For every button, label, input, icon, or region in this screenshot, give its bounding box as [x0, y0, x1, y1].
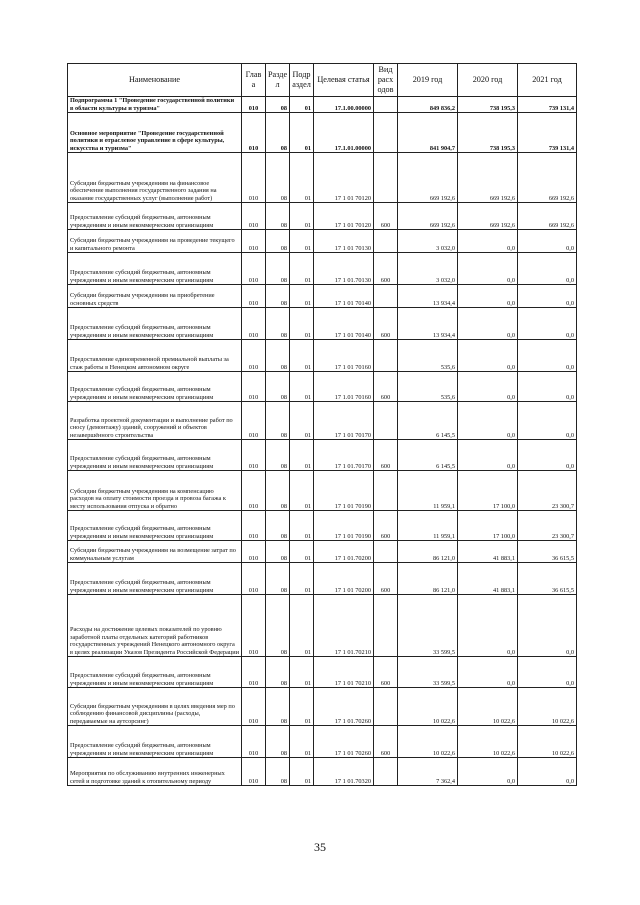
table-row: [68, 285, 577, 308]
table-row: [68, 402, 577, 440]
cell-vid: [374, 541, 398, 563]
cell-name: Предоставление субсидий бюджетным, автономным учреждениям и иным некоммерческим организациям: [68, 563, 242, 595]
cell-podrazdel: 01: [290, 203, 314, 230]
cell-glav: 010: [242, 402, 266, 440]
cell-podrazdel: 01: [290, 758, 314, 786]
table-row: [68, 308, 577, 340]
cell-razdel: 08: [266, 253, 290, 285]
cell-razdel: 08: [266, 726, 290, 758]
cell-statya: 17 1 01 70190: [314, 511, 374, 541]
cell-2020: 0,0: [458, 372, 518, 402]
cell-podrazdel: 01: [290, 471, 314, 511]
cell-2019: 669 192,6: [398, 203, 458, 230]
header-razdel: Разде л: [266, 64, 290, 97]
cell-2019: 11 959,1: [398, 511, 458, 541]
cell-statya: 17 1 01 70120: [314, 153, 374, 203]
cell-statya: 17 1 01 70120: [314, 203, 374, 230]
cell-razdel: 08: [266, 97, 290, 113]
cell-2019: 535,6: [398, 372, 458, 402]
cell-podrazdel: 01: [290, 402, 314, 440]
table-row: [68, 340, 577, 372]
table-row: [68, 511, 577, 541]
cell-name: Подпрограмма 1 "Проведение государственной политики в области культуры и туризма": [68, 97, 242, 113]
cell-podrazdel: 01: [290, 595, 314, 657]
cell-podrazdel: 01: [290, 657, 314, 688]
table-row: [68, 372, 577, 402]
cell-razdel: 08: [266, 758, 290, 786]
table-row: [68, 563, 577, 595]
cell-2019: 86 121,0: [398, 563, 458, 595]
cell-name: Предоставление субсидий бюджетным, автономным учреждениям и иным некоммерческим организациям: [68, 511, 242, 541]
cell-name: Субсидии бюджетным учреждениям на приобретение основных средств: [68, 285, 242, 308]
cell-2021: 36 615,5: [518, 563, 577, 595]
cell-2020: 41 883,1: [458, 563, 518, 595]
cell-vid: 600: [374, 657, 398, 688]
cell-2020: 0,0: [458, 758, 518, 786]
cell-2021: 0,0: [518, 402, 577, 440]
cell-glav: 010: [242, 203, 266, 230]
header-2021: 2021 год: [518, 64, 577, 97]
cell-2020: 0,0: [458, 440, 518, 471]
cell-razdel: 08: [266, 113, 290, 153]
cell-2019: 3 032,0: [398, 230, 458, 253]
cell-name: Субсидии бюджетным учреждениям на возмещение затрат по коммунальным услугам: [68, 541, 242, 563]
cell-statya: 17 1 01.70260: [314, 688, 374, 726]
table-row: [68, 471, 577, 511]
table-body: [68, 97, 577, 786]
cell-glav: 010: [242, 541, 266, 563]
cell-vid: 600: [374, 203, 398, 230]
cell-razdel: 08: [266, 440, 290, 471]
cell-vid: 600: [374, 563, 398, 595]
table-row: [68, 688, 577, 726]
cell-name: Предоставление субсидий бюджетным, автономным учреждениям и иным некоммерческим организациям: [68, 440, 242, 471]
cell-2021: 0,0: [518, 595, 577, 657]
cell-2021: 669 192,6: [518, 153, 577, 203]
cell-glav: 010: [242, 726, 266, 758]
cell-glav: 010: [242, 285, 266, 308]
cell-vid: [374, 471, 398, 511]
cell-2019: 10 022,6: [398, 688, 458, 726]
cell-glav: 010: [242, 595, 266, 657]
cell-glav: 010: [242, 253, 266, 285]
cell-2021: 0,0: [518, 758, 577, 786]
cell-razdel: 08: [266, 657, 290, 688]
header-name: Наименование: [68, 64, 242, 97]
cell-2020: 0,0: [458, 253, 518, 285]
cell-vid: [374, 402, 398, 440]
cell-2021: 0,0: [518, 440, 577, 471]
cell-vid: [374, 340, 398, 372]
cell-glav: 010: [242, 758, 266, 786]
cell-2021: 10 022,6: [518, 688, 577, 726]
cell-glav: 010: [242, 471, 266, 511]
cell-glav: 010: [242, 230, 266, 253]
cell-glav: 010: [242, 688, 266, 726]
cell-name: Субсидии бюджетным учреждениям на проведение текущего и капитального ремонта: [68, 230, 242, 253]
table-row: [68, 253, 577, 285]
page-number: 35: [314, 840, 326, 854]
cell-razdel: 08: [266, 230, 290, 253]
cell-2021: 739 131,4: [518, 97, 577, 113]
cell-2020: 0,0: [458, 595, 518, 657]
cell-podrazdel: 01: [290, 563, 314, 595]
cell-podrazdel: 01: [290, 372, 314, 402]
cell-glav: 010: [242, 340, 266, 372]
cell-2020: 738 195,3: [458, 97, 518, 113]
cell-vid: 600: [374, 308, 398, 340]
cell-glav: 010: [242, 97, 266, 113]
cell-2021: 669 192,6: [518, 203, 577, 230]
cell-statya: 17 1 01.70130: [314, 253, 374, 285]
cell-podrazdel: 01: [290, 541, 314, 563]
table-header-row: [68, 64, 577, 97]
cell-vid: 600: [374, 511, 398, 541]
cell-statya: 17 1 01 70160: [314, 340, 374, 372]
cell-statya: 17 1 01.70320: [314, 758, 374, 786]
cell-glav: 010: [242, 563, 266, 595]
cell-2020: 0,0: [458, 285, 518, 308]
cell-podrazdel: 01: [290, 511, 314, 541]
cell-vid: [374, 595, 398, 657]
cell-2020: 17 100,0: [458, 471, 518, 511]
cell-2020: 669 192,6: [458, 153, 518, 203]
cell-podrazdel: 01: [290, 230, 314, 253]
cell-2021: 36 615,5: [518, 541, 577, 563]
cell-2021: 739 131,4: [518, 113, 577, 153]
cell-2021: 0,0: [518, 340, 577, 372]
cell-razdel: 08: [266, 595, 290, 657]
cell-2020: 0,0: [458, 230, 518, 253]
cell-razdel: 08: [266, 203, 290, 230]
cell-2019: 535,6: [398, 340, 458, 372]
cell-2021: 23 300,7: [518, 511, 577, 541]
cell-glav: 010: [242, 153, 266, 203]
cell-2019: 841 904,7: [398, 113, 458, 153]
cell-statya: 17 1 01 70190: [314, 471, 374, 511]
cell-name: Предоставление субсидий бюджетным, автономным учреждениям и иным некоммерческим организациям: [68, 657, 242, 688]
cell-name: Предоставление субсидий бюджетным, автономным учреждениям и иным некоммерческим организациям: [68, 203, 242, 230]
cell-statya: 17 1 01.70210: [314, 595, 374, 657]
cell-2020: 10 022,6: [458, 688, 518, 726]
cell-razdel: 08: [266, 285, 290, 308]
cell-podrazdel: 01: [290, 253, 314, 285]
budget-table-sheet: [67, 63, 576, 786]
table-row: [68, 541, 577, 563]
cell-2019: 10 022,6: [398, 726, 458, 758]
cell-glav: 010: [242, 440, 266, 471]
cell-statya: 17 1 01 70200: [314, 563, 374, 595]
cell-2020: 669 192,6: [458, 203, 518, 230]
cell-vid: 600: [374, 253, 398, 285]
cell-podrazdel: 01: [290, 97, 314, 113]
header-podrazdel: Подр аздел: [290, 64, 314, 97]
cell-2021: 0,0: [518, 230, 577, 253]
cell-podrazdel: 01: [290, 340, 314, 372]
table-row: [68, 726, 577, 758]
cell-2019: 33 599,5: [398, 595, 458, 657]
cell-statya: 17 1 01 70210: [314, 657, 374, 688]
cell-2021: 0,0: [518, 372, 577, 402]
header-glav: Глав а: [242, 64, 266, 97]
cell-name: Предоставление субсидий бюджетным, автономным учреждениям и иным некоммерческим организациям: [68, 253, 242, 285]
cell-statya: 17 1 01.70170: [314, 440, 374, 471]
table-row: [68, 153, 577, 203]
cell-2019: 11 959,1: [398, 471, 458, 511]
budget-table: [67, 63, 577, 786]
cell-2021: 0,0: [518, 308, 577, 340]
cell-razdel: 08: [266, 541, 290, 563]
cell-2021: 0,0: [518, 657, 577, 688]
cell-vid: [374, 688, 398, 726]
cell-2021: 10 022,6: [518, 726, 577, 758]
cell-name: Расходы на достижение целевых показателей по уровню заработной платы отдельных категорий работников государственных учреждений Ненецкого автономного округа в целях реализации Указов Президента Российской Федерации: [68, 595, 242, 657]
cell-razdel: 08: [266, 688, 290, 726]
cell-razdel: 08: [266, 340, 290, 372]
cell-vid: 600: [374, 440, 398, 471]
table-row: [68, 203, 577, 230]
cell-razdel: 08: [266, 402, 290, 440]
cell-podrazdel: 01: [290, 113, 314, 153]
table-row: [68, 230, 577, 253]
cell-2019: 13 934,4: [398, 285, 458, 308]
cell-2021: 0,0: [518, 285, 577, 308]
cell-statya: 17 1.01 70160: [314, 372, 374, 402]
cell-name: Мероприятия по обслуживанию внутренних инженерных сетей и подготовке зданий к отопительному периоду: [68, 758, 242, 786]
cell-razdel: 08: [266, 471, 290, 511]
cell-2019: 6 145,5: [398, 440, 458, 471]
cell-2020: 0,0: [458, 340, 518, 372]
cell-vid: [374, 153, 398, 203]
cell-vid: [374, 758, 398, 786]
cell-glav: 010: [242, 511, 266, 541]
table-row: [68, 113, 577, 153]
cell-2020: 10 022,6: [458, 726, 518, 758]
cell-statya: 17 1 01 70170: [314, 402, 374, 440]
cell-name: Субсидии бюджетным учреждениям на финансовое обеспечение выполнения государственного задания на оказание государственных услуг (выполнение работ): [68, 153, 242, 203]
cell-razdel: 08: [266, 511, 290, 541]
cell-2019: 849 836,2: [398, 97, 458, 113]
cell-razdel: 08: [266, 308, 290, 340]
cell-name: Основное мероприятие "Проведение государственной политики и отраслевое управление в сфере культуры, искусства и туризма": [68, 113, 242, 153]
cell-2020: 0,0: [458, 402, 518, 440]
header-statya: Целевая статья: [314, 64, 374, 97]
cell-name: Субсидии бюджетным учреждениям на компенсацию расходов на оплату стоимости проезда и провоза багажа к месту использования отпуска и обратно: [68, 471, 242, 511]
cell-2020: 738 195,3: [458, 113, 518, 153]
table-row: [68, 595, 577, 657]
cell-name: Предоставление субсидий бюджетным, автономным учреждениям и иным некоммерческим организациям: [68, 372, 242, 402]
cell-2020: 41 883,1: [458, 541, 518, 563]
cell-podrazdel: 01: [290, 308, 314, 340]
cell-2019: 3 032,0: [398, 253, 458, 285]
cell-podrazdel: 01: [290, 726, 314, 758]
cell-glav: 010: [242, 113, 266, 153]
cell-2020: 17 100,0: [458, 511, 518, 541]
cell-glav: 010: [242, 308, 266, 340]
table-row: [68, 657, 577, 688]
cell-name: Предоставление субсидий бюджетным, автономным учреждениям и иным некоммерческим организациям: [68, 726, 242, 758]
cell-razdel: 08: [266, 563, 290, 595]
cell-name: Разработка проектной документации и выполнение работ по сносу (демонтажу) зданий, сооружений и объектов незавершённого строительства: [68, 402, 242, 440]
cell-vid: [374, 97, 398, 113]
cell-vid: [374, 285, 398, 308]
cell-statya: 17 1 01 70140: [314, 308, 374, 340]
cell-2019: 7 362,4: [398, 758, 458, 786]
cell-2019: 6 145,5: [398, 402, 458, 440]
cell-statya: 17 1 01 70140: [314, 285, 374, 308]
cell-statya: 17.1.00.00000: [314, 97, 374, 113]
table-row: [68, 758, 577, 786]
cell-2021: 23 300,7: [518, 471, 577, 511]
cell-razdel: 08: [266, 372, 290, 402]
table-row: [68, 440, 577, 471]
cell-2020: 0,0: [458, 657, 518, 688]
header-2019: 2019 год: [398, 64, 458, 97]
cell-name: Предоставление субсидий бюджетным, автономным учреждениям и иным некоммерческим организациям: [68, 308, 242, 340]
cell-vid: 600: [374, 372, 398, 402]
cell-podrazdel: 01: [290, 285, 314, 308]
cell-statya: 17.1.01.00000: [314, 113, 374, 153]
cell-statya: 17 1 01 70130: [314, 230, 374, 253]
cell-razdel: 08: [266, 153, 290, 203]
cell-podrazdel: 01: [290, 153, 314, 203]
cell-2021: 0,0: [518, 253, 577, 285]
cell-glav: 010: [242, 657, 266, 688]
cell-statya: 17 1 01.70200: [314, 541, 374, 563]
cell-2019: 86 121,0: [398, 541, 458, 563]
cell-glav: 010: [242, 372, 266, 402]
cell-2019: 13 934,4: [398, 308, 458, 340]
cell-2019: 33 599,5: [398, 657, 458, 688]
table-row: [68, 97, 577, 113]
cell-vid: [374, 230, 398, 253]
cell-name: Субсидии бюджетным учреждениям в целях введения мер по соблюдению финансовой дисциплины (расходы, передаваемые на аутсорсинг): [68, 688, 242, 726]
header-vid: Вид расх одов: [374, 64, 398, 97]
cell-2020: 0,0: [458, 308, 518, 340]
cell-vid: [374, 113, 398, 153]
cell-2019: 669 192,6: [398, 153, 458, 203]
cell-podrazdel: 01: [290, 440, 314, 471]
cell-statya: 17 1 01 70260: [314, 726, 374, 758]
cell-name: Предоставление единовременной премиальной выплаты за стаж работы в Ненецком автономном округе: [68, 340, 242, 372]
header-2020: 2020 год: [458, 64, 518, 97]
cell-vid: 600: [374, 726, 398, 758]
cell-podrazdel: 01: [290, 688, 314, 726]
